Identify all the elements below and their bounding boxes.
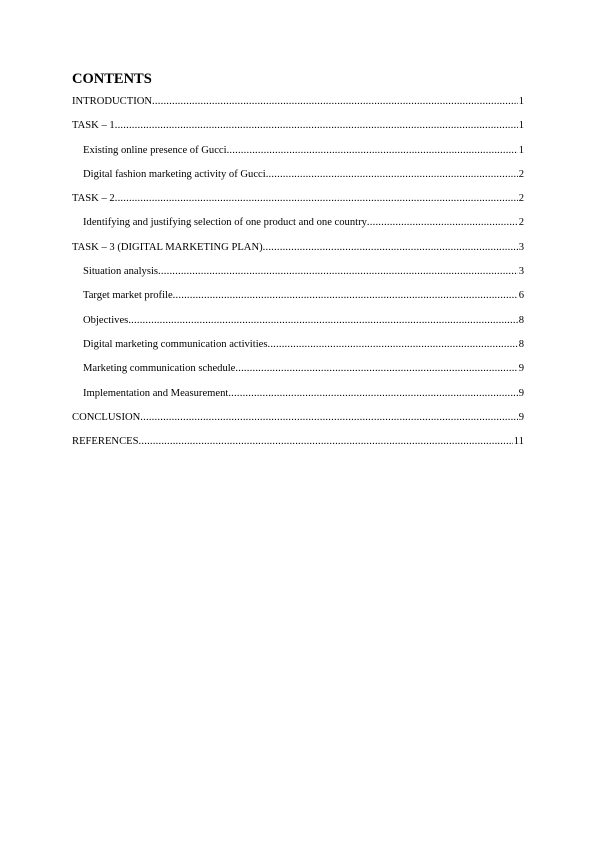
toc-entry-page: 9 xyxy=(518,387,524,399)
toc-entry-communication-activities[interactable] xyxy=(72,339,524,363)
toc-dot-leader xyxy=(115,193,518,205)
toc-entry-communication-schedule[interactable] xyxy=(72,363,524,387)
toc-entry-page: 1 xyxy=(518,120,524,132)
toc-dot-leader xyxy=(235,363,517,375)
toc-entry-page: 3 xyxy=(518,266,524,278)
toc-entry-task-2[interactable] xyxy=(72,193,524,217)
toc-entry-references[interactable] xyxy=(72,436,524,460)
toc-entry-title: Digital fashion marketing activity of Gucci xyxy=(83,168,266,180)
toc-dot-leader xyxy=(152,96,518,108)
toc-entry-page: 6 xyxy=(518,290,524,302)
toc-entry-title: REFERENCES xyxy=(72,436,139,448)
toc-entry-page: 2 xyxy=(518,217,524,229)
toc-entry-introduction[interactable] xyxy=(72,96,524,120)
toc-entry-title: Objectives xyxy=(83,314,129,326)
toc-entry-page: 1 xyxy=(518,144,524,156)
toc-entry-target-market-profile[interactable] xyxy=(72,290,524,314)
toc-entry-page: 1 xyxy=(518,96,524,107)
toc-dot-leader xyxy=(115,120,518,132)
toc-entry-title: Identifying and justifying selection of one product and one country xyxy=(83,217,367,229)
toc-entry-digital-fashion-marketing[interactable] xyxy=(72,169,524,193)
toc-entry-title: TASK – 3 (DIGITAL MARKETING PLAN) xyxy=(72,241,263,253)
toc-entry-page: 9 xyxy=(518,411,524,423)
toc-dot-leader xyxy=(228,388,517,400)
toc-entry-title: Marketing communication schedule xyxy=(83,363,236,375)
toc-entry-title: CONCLUSION xyxy=(72,411,141,423)
toc-dot-leader xyxy=(128,315,517,327)
toc-dot-leader xyxy=(263,242,518,254)
toc-entry-conclusion[interactable] xyxy=(72,412,524,436)
toc-entry-title: INTRODUCTION xyxy=(72,96,153,107)
toc-entry-task-3[interactable] xyxy=(72,242,524,266)
toc-dot-leader xyxy=(266,169,518,181)
toc-entry-title: Target market profile xyxy=(83,290,173,302)
toc-entry-page: 2 xyxy=(518,168,524,180)
toc-entry-situation-analysis[interactable] xyxy=(72,266,524,290)
toc-entry-objectives[interactable] xyxy=(72,315,524,339)
toc-dot-leader xyxy=(367,217,518,229)
toc-entry-page: 11 xyxy=(513,436,524,448)
toc-entry-title: Situation analysis xyxy=(83,266,159,278)
toc-entry-title: Implementation and Measurement xyxy=(83,387,229,399)
toc-entry-title: TASK – 1 xyxy=(72,120,115,132)
toc-dot-leader xyxy=(158,266,518,278)
toc-dot-leader xyxy=(140,412,517,424)
toc-entry-page: 8 xyxy=(518,338,524,350)
contents-heading: CONTENTS xyxy=(72,71,152,87)
toc-entry-product-country-selection[interactable] xyxy=(72,217,524,241)
toc-entry-title: Existing online presence of Gucci xyxy=(83,144,227,156)
toc-dot-leader xyxy=(173,290,518,302)
toc-entry-existing-online-presence[interactable] xyxy=(72,145,524,169)
toc-entry-title: Digital marketing communication activities xyxy=(83,338,268,350)
toc-dot-leader xyxy=(139,436,513,448)
table-of-contents xyxy=(72,96,524,460)
toc-dot-leader xyxy=(267,339,517,351)
toc-entry-page: 8 xyxy=(518,314,524,326)
toc-entry-page: 9 xyxy=(518,363,524,375)
toc-entry-task-1[interactable] xyxy=(72,120,524,144)
toc-dot-leader xyxy=(227,145,518,157)
toc-entry-title: TASK – 2 xyxy=(72,193,115,205)
toc-entry-page: 2 xyxy=(518,193,524,205)
toc-entry-page: 3 xyxy=(518,241,524,253)
toc-entry-implementation-measurement[interactable] xyxy=(72,388,524,412)
